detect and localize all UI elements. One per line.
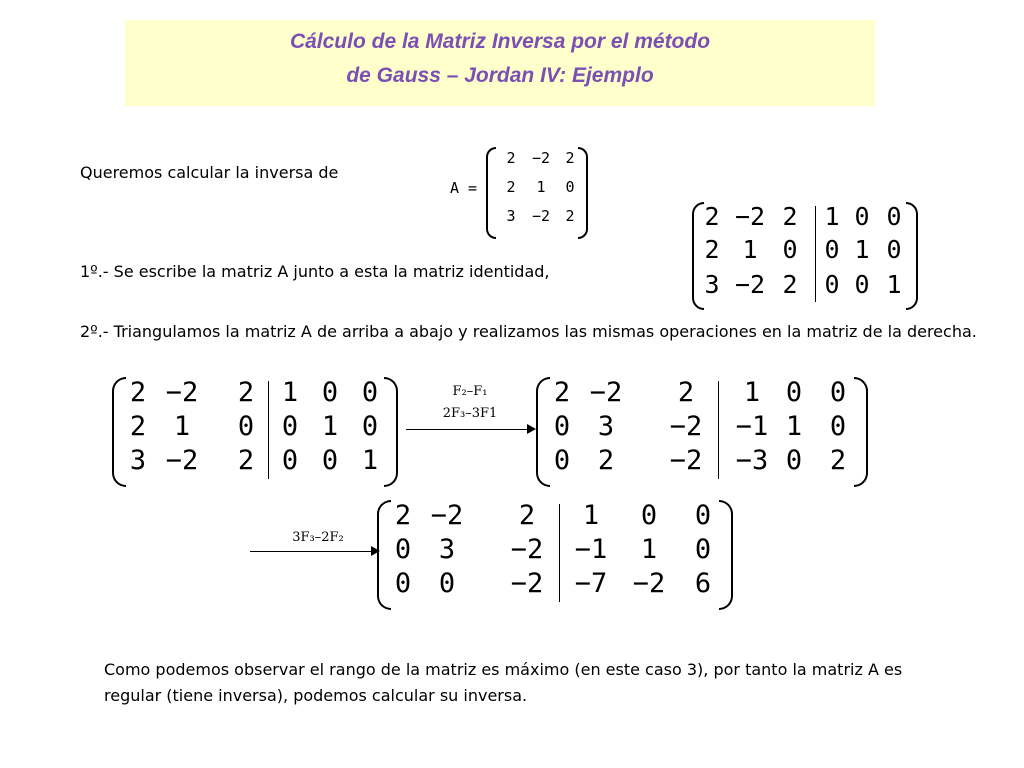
conclusion-text: Como podemos observar el rango de la matriz es máximo (en este caso 3), por tanto la matriz A es regular (tiene inversa), podemos calcular su inversa. [104, 660, 903, 705]
matrix-cell: −2 [165, 445, 199, 476]
matrix-cell: 1 [361, 445, 379, 476]
augment-divider [559, 504, 560, 602]
matrix-cell: −2 [632, 568, 666, 599]
matrix-cell: 0 [321, 445, 339, 476]
matrix-cell: −2 [531, 207, 551, 225]
matrix-cell: 1 [785, 411, 803, 442]
augmented-matrix-step-start [112, 375, 402, 487]
matrix-cell: 2 [129, 411, 147, 442]
matrix-cell: −1 [574, 534, 608, 565]
matrix-cell: −2 [669, 445, 703, 476]
matrix-cell: 1 [886, 270, 902, 299]
matrix-cell: 3 [129, 445, 147, 476]
title-box [125, 20, 875, 106]
title-line-1: Cálculo de la Matriz Inversa por el método [289, 30, 711, 53]
matrix-cell: 0 [785, 445, 803, 476]
matrix-cell: 2 [677, 377, 695, 408]
intro-text: Queremos calcular la inversa de [80, 163, 339, 182]
augmented-matrix-after-op2 [377, 498, 737, 610]
matrix-cell: 2 [565, 207, 575, 225]
matrix-cell: −2 [589, 377, 623, 408]
arrow-1 [406, 429, 528, 430]
matrix-cell: 0 [553, 445, 571, 476]
matrix-cell: 2 [237, 377, 255, 408]
augmented-matrix-after-op1 [536, 375, 872, 487]
matrix-cell: 0 [854, 270, 870, 299]
matrix-cell: 0 [281, 445, 299, 476]
matrix-cell: 0 [824, 235, 840, 264]
matrix-cell: −2 [669, 411, 703, 442]
augmented-matrix-initial [692, 200, 922, 310]
matrix-cell: 2 [506, 149, 516, 167]
matrix-cell: 2 [553, 377, 571, 408]
matrix-cell: 0 [694, 534, 712, 565]
matrix-cell: 0 [824, 270, 840, 299]
matrix-cell: 2 [782, 270, 798, 299]
matrix-cell: 1 [536, 178, 546, 196]
matrix-cell: 0 [438, 568, 456, 599]
operation-label-1b: 2F₃–3F1 [442, 406, 498, 421]
matrix-cell: 0 [782, 235, 798, 264]
matrix-cell: 0 [785, 377, 803, 408]
arrow-1-head [527, 424, 536, 434]
matrix-cell: 0 [361, 377, 379, 408]
matrix-cell: 0 [886, 235, 902, 264]
matrix-cell: 1 [824, 202, 840, 231]
matrix-cell: 2 [506, 178, 516, 196]
matrix-cell: 0 [829, 411, 847, 442]
matrix-cell: −2 [165, 377, 199, 408]
matrix-cell: −2 [734, 202, 766, 231]
matrix-cell: 1 [281, 377, 299, 408]
augment-divider [718, 381, 719, 479]
matrix-cell: 3 [506, 207, 516, 225]
matrix-cell: −1 [735, 411, 769, 442]
matrix-cell: 0 [237, 411, 255, 442]
matrix-cell: 0 [565, 178, 575, 196]
title-line-2: de Gauss – Jordan IV: Ejemplo [346, 64, 654, 87]
matrix-cell: 2 [782, 202, 798, 231]
matrix-cell: −2 [510, 568, 544, 599]
matrix-cell: 3 [438, 534, 456, 565]
matrix-cell: 0 [394, 534, 412, 565]
matrix-cell: 2 [597, 445, 615, 476]
matrix-cell: 6 [694, 568, 712, 599]
matrix-cell: 1 [173, 411, 191, 442]
matrix-cell: 1 [582, 500, 600, 531]
matrix-cell: 2 [129, 377, 147, 408]
matrix-cell: 2 [394, 500, 412, 531]
matrix-cell: 1 [743, 377, 761, 408]
matrix-cell: 0 [394, 568, 412, 599]
matrix-cell: −2 [430, 500, 464, 531]
matrix-cell: 0 [321, 377, 339, 408]
operation-label-2: 3F₃–2F₂ [292, 530, 344, 545]
matrix-cell: 0 [829, 377, 847, 408]
matrix-cell: 0 [694, 500, 712, 531]
matrix-a-label: A = [450, 179, 478, 197]
matrix-cell: 2 [704, 202, 720, 231]
matrix-cell: 2 [704, 235, 720, 264]
matrix-cell: 2 [565, 149, 575, 167]
matrix-cell: 2 [829, 445, 847, 476]
matrix-cell: 0 [854, 202, 870, 231]
matrix-cell: 0 [640, 500, 658, 531]
step1-text: 1º.- Se escribe la matriz A junto a esta la matriz identidad, [80, 262, 550, 281]
augment-divider [268, 381, 269, 479]
matrix-cell: −2 [531, 149, 551, 167]
matrix-cell: 0 [886, 202, 902, 231]
operation-label-1a: F₂–F₁ [452, 384, 488, 399]
matrix-cell: 0 [553, 411, 571, 442]
matrix-cell: −2 [510, 534, 544, 565]
matrix-a [450, 145, 600, 240]
matrix-cell: 2 [237, 445, 255, 476]
matrix-cell: 3 [597, 411, 615, 442]
arrow-2 [250, 551, 372, 552]
matrix-cell: 1 [742, 235, 758, 264]
matrix-cell: 1 [854, 235, 870, 264]
matrix-cell: 2 [518, 500, 536, 531]
matrix-cell: −2 [734, 270, 766, 299]
matrix-cell: 3 [704, 270, 720, 299]
matrix-cell: 0 [281, 411, 299, 442]
matrix-cell: −3 [735, 445, 769, 476]
matrix-cell: 1 [640, 534, 658, 565]
matrix-cell: −7 [574, 568, 608, 599]
matrix-cell: 1 [321, 411, 339, 442]
matrix-cell: 0 [361, 411, 379, 442]
step2-text: 2º.- Triangulamos la matriz A de arriba a abajo y realizamos las mismas operaciones en la matriz de la derecha. [80, 322, 977, 341]
